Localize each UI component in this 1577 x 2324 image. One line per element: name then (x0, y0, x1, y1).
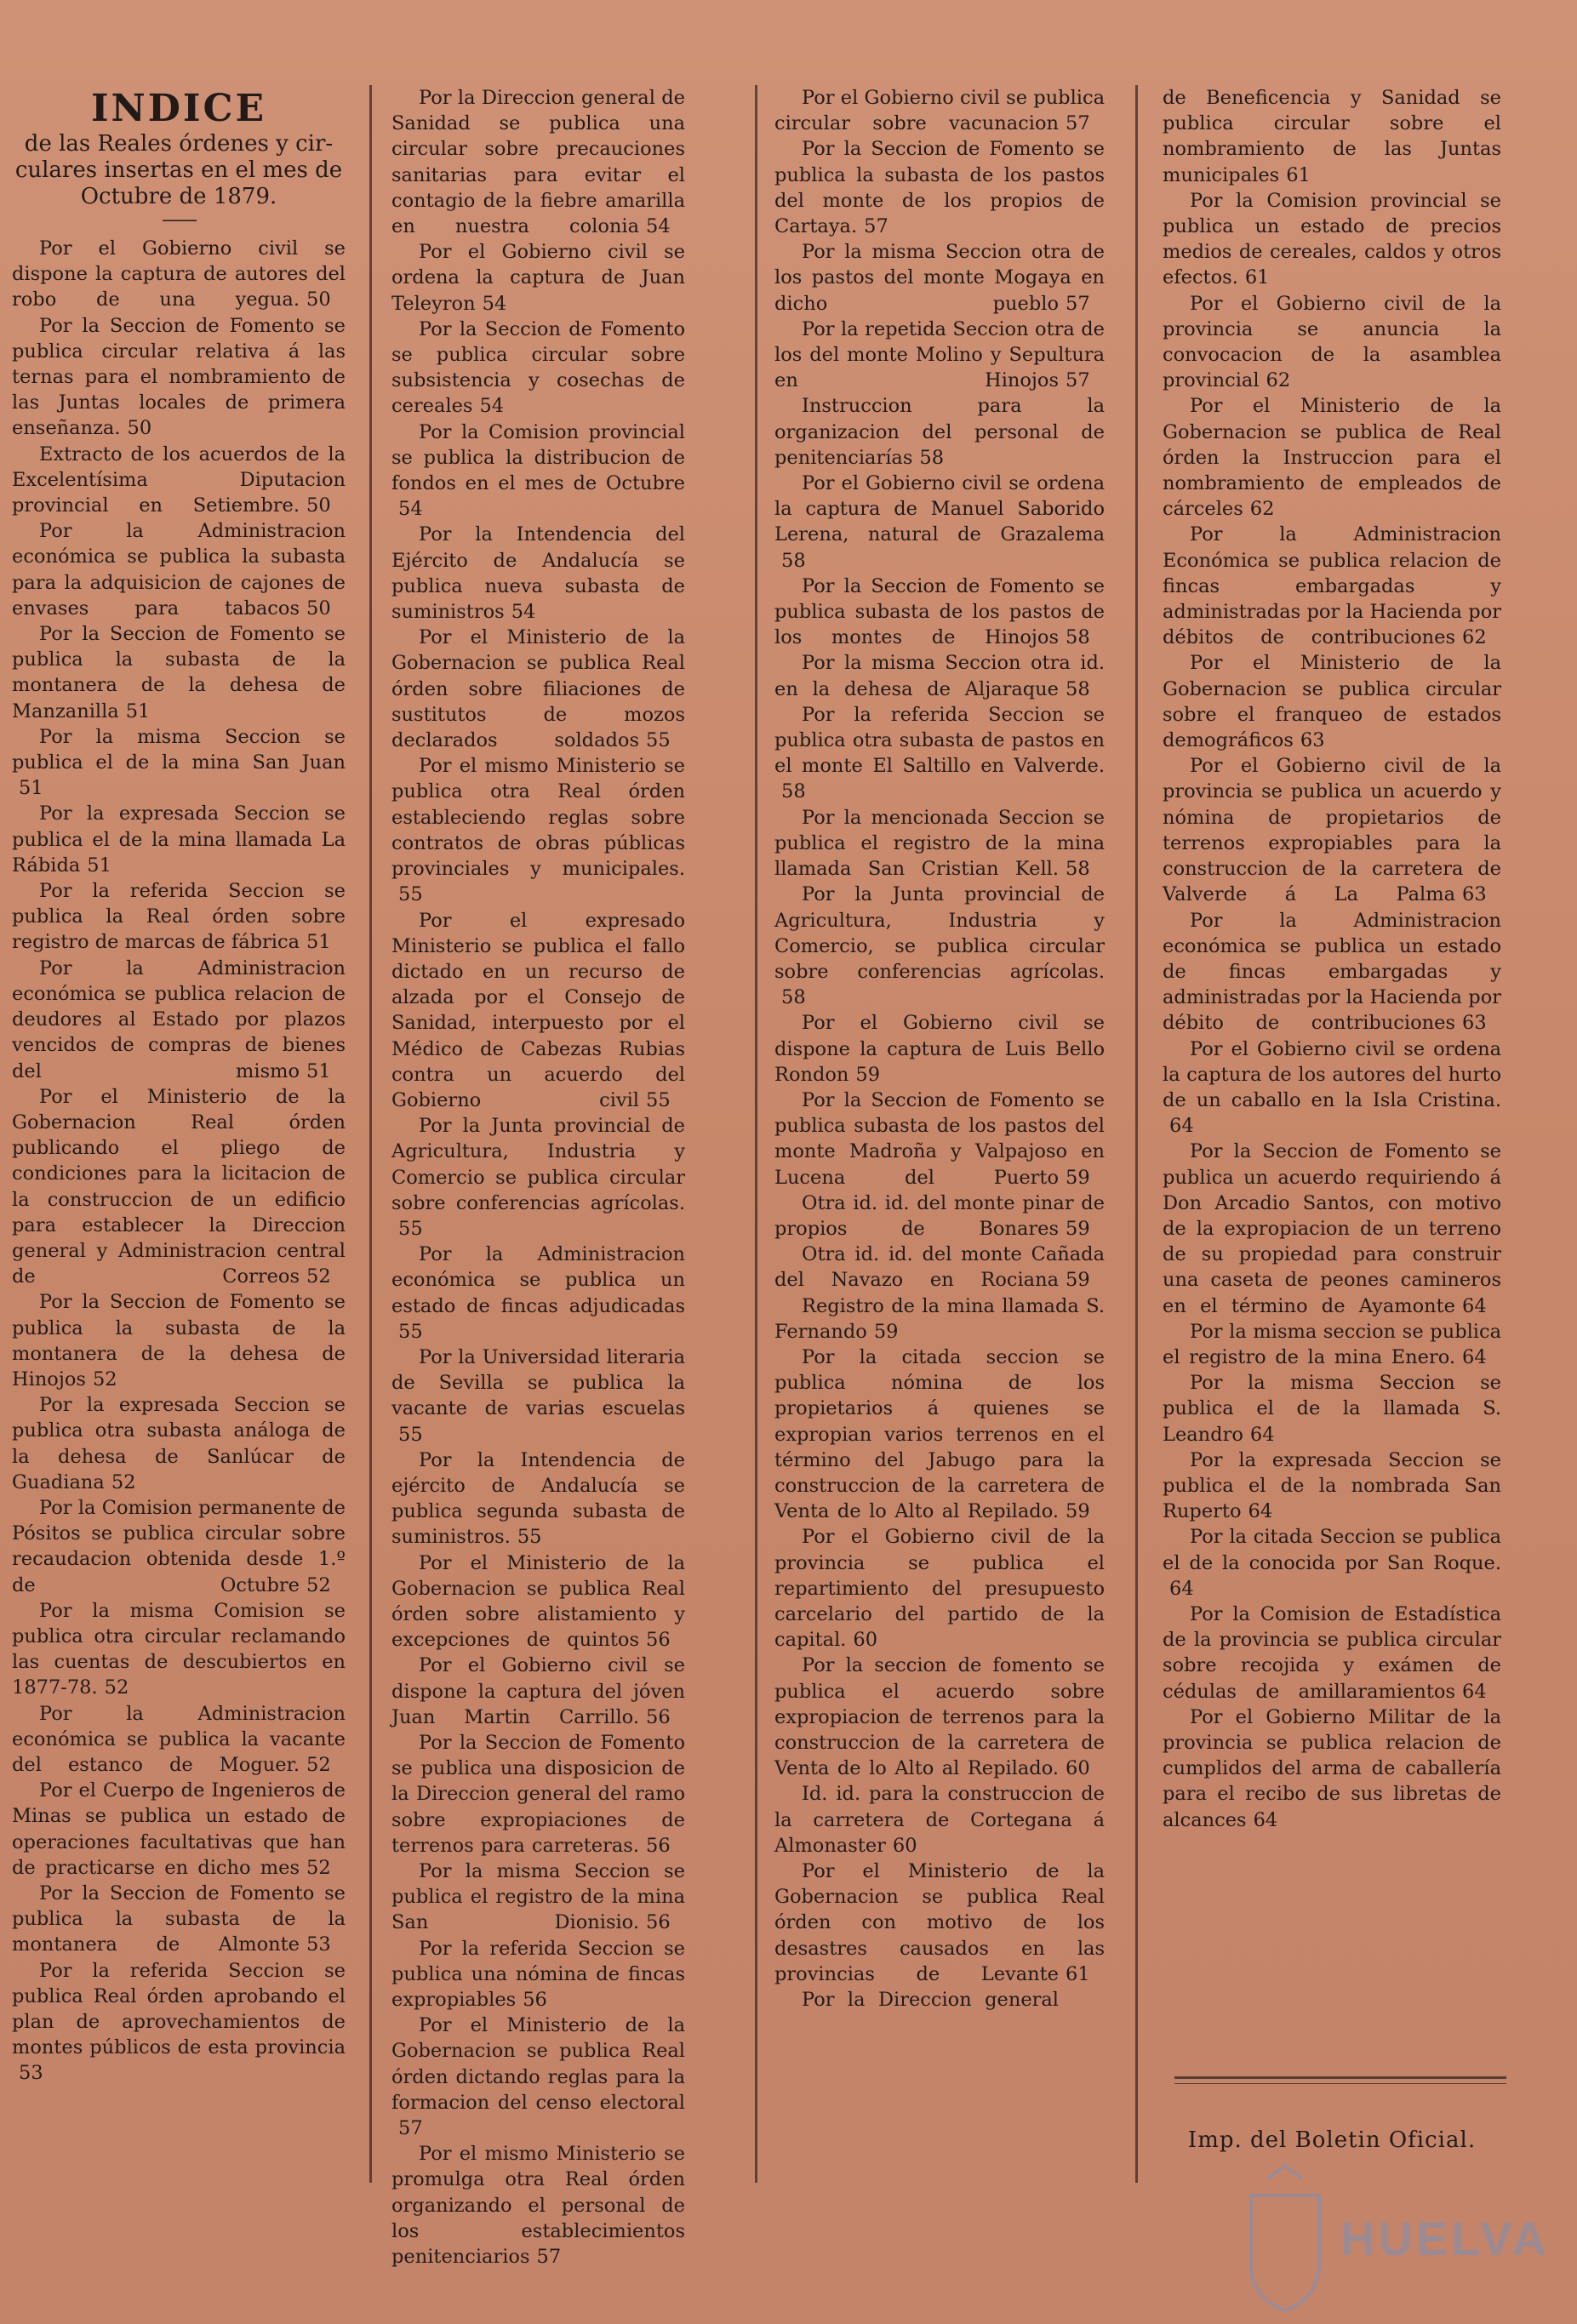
entry-text: Por el Gobierno civil se dispone la captura de autores del robo de una yegua. 50 (12, 236, 346, 313)
entry-text: Por la Seccion de Fomento se publica subasta de los pastos del monte Madroña y Valpajoso en Lucena del Puerto 59 (774, 1088, 1105, 1191)
index-entry (12, 518, 346, 621)
index-entry (774, 702, 1105, 805)
entry-text: Por la misma Seccion otra id. en la dehesa de Aljaraque 58 (774, 650, 1105, 701)
index-entry (12, 1881, 346, 1958)
page-number: 56 (646, 1705, 671, 1728)
column-2-entries (391, 85, 685, 2270)
page-number: 64 (1253, 1808, 1278, 1831)
index-title: INDICE (90, 87, 267, 130)
entry-text: Por la Seccion de Fomento se publica la subasta de la montanera de la dehesa de Hinojos 52 (12, 1289, 346, 1392)
column-rule (369, 85, 372, 2183)
index-entry (391, 239, 685, 317)
page-number: 51 (125, 699, 151, 722)
page-number: 63 (1462, 1012, 1487, 1035)
index-entry (391, 317, 685, 420)
entry-text: Por el Gobierno civil se ordena la captura de los autores del hurto de un caballo en la Isla Cristina.64 (1163, 1036, 1501, 1139)
page-number: 57 (1066, 369, 1090, 392)
index-entry (774, 393, 1105, 471)
page-number: 55 (398, 883, 423, 906)
entry-text: Por la mencionada Seccion se publica el registro de la mina llamada San Cristian Kell. 58 (774, 805, 1105, 882)
index-entry (1163, 908, 1501, 1036)
index-entry (774, 471, 1105, 574)
entry-text: Otra id. id. del monte Cañada del Navazo en Rociana 59 (774, 1242, 1105, 1293)
entry-text: Por el Gobierno civil se dispone la captura del jóven Juan Martin Carrillo. 56 (391, 1653, 685, 1730)
index-entry (1163, 1319, 1501, 1370)
index-entry (774, 1859, 1105, 1987)
index-entry (12, 313, 346, 442)
entry-text: Registro de la mina llamada S. Fernando 59 (774, 1293, 1105, 1345)
entry-text: Por la misma Seccion otra de los pastos del monte Mogaya en dicho pueblo 57 (774, 239, 1105, 317)
page-number: 58 (919, 446, 945, 469)
page-number: 54 (398, 498, 423, 521)
entry-text: Por la expresada Seccion se publica otra subasta análoga de la dehesa de Sanlúcar de Guadiana 52 (12, 1392, 346, 1495)
page-number: 57 (536, 2246, 562, 2269)
index-entry (774, 1242, 1105, 1293)
page-number: 55 (646, 1088, 671, 1111)
page-number: 64 (1462, 1345, 1487, 1368)
index-entry (1163, 1524, 1501, 1602)
index-entry (774, 1781, 1105, 1859)
index-entry (391, 2013, 685, 2141)
column-rule (755, 85, 757, 2183)
index-entry (1163, 1036, 1501, 1139)
index-entry (1163, 393, 1501, 522)
footer-rule-thin (1174, 2083, 1506, 2084)
index-entry (391, 1859, 685, 1936)
page-number: 52 (306, 1856, 331, 1879)
entry-text: Por el Gobierno civil se ordena la captura de Juan Teleyron 54 (391, 239, 685, 317)
page-number: 55 (398, 1217, 423, 1240)
column-4 (1163, 85, 1501, 1833)
index-entry (12, 1958, 346, 2087)
index-entry (391, 522, 685, 625)
entry-text: Por la Administracion Económica se publica relacion de fincas embargadas y administradas por la Hacienda por débitos de contribuciones 62 (1163, 522, 1501, 650)
index-entry (774, 317, 1105, 394)
index-entry (12, 1598, 346, 1701)
page-number: 64 (1169, 1115, 1194, 1138)
entry-text: Por la repetida Seccion otra de los del monte Molino y Sepultura en Hinojos 57 (774, 317, 1105, 394)
index-entry (12, 956, 346, 1084)
crown-icon (1268, 2166, 1302, 2178)
index-entry (391, 1730, 685, 1859)
index-entry (1163, 1370, 1501, 1448)
entry-text: Por la misma Seccion se publica el de la llamada S. Leandro 64 (1163, 1370, 1501, 1448)
entry-text: Por la citada Seccion se publica el de la conocida por San Roque.64 (1163, 1524, 1501, 1602)
entry-text: Por la misma Seccion se publica el registro de la mina San Dionisio. 56 (391, 1859, 685, 1936)
entry-text: Por la Seccion de Fomento se publica la subasta de la montanera de Almonte 53 (12, 1881, 346, 1958)
entry-text: Por el Gobierno civil se ordena la captura de Manuel Saborido Lerena, natural de Grazalema58 (774, 471, 1105, 574)
page-number: 59 (1066, 1166, 1090, 1189)
page-number: 51 (87, 854, 111, 876)
page-number: 61 (1244, 266, 1270, 289)
entry-text: Por la Comision de Estadística de la provincia se publica circular sobre recojida y exámen de cédulas de amillaramientos 64 (1163, 1602, 1501, 1704)
index-entry (774, 1653, 1105, 1781)
index-entry (391, 2141, 685, 2270)
entry-text: Por el Ministerio de la Gobernacion se publica Real órden con motivo de los desastres causados en las provincias de Levante 61 (774, 1859, 1105, 1987)
entry-text: Por la Intendencia del Ejército de Andalucía se publica nueva subasta de suministros 54 (391, 522, 685, 625)
entry-text: Por la Junta provincial de Agricultura, Industria y Comercio, se publica circular sobre conferencias agrícolas.58 (774, 882, 1105, 1010)
column-2 (391, 85, 685, 2270)
index-entry (774, 239, 1105, 317)
entry-text: Por la referida Seccion se publica otra subasta de pastos en el monte El Saltillo en Valverde.58 (774, 702, 1105, 805)
entry-text: Por la Administracion económica se publica un estado de fincas adjudicadas55 (391, 1242, 685, 1345)
page-number: 54 (646, 215, 671, 238)
index-entry (1163, 1602, 1501, 1704)
entry-text: Por el Ministerio de la Gobernacion Real órden publicando el pliego de condiciones para la licitacion de la construccion de un edificio para establecer la Direccion general y Administracion central de Correos 52 (12, 1084, 346, 1290)
index-entry (391, 1113, 685, 1242)
entry-text: Por el Gobierno Militar de la provincia se publica relacion de cumplidos del arma de caballería para el recibo de sus libretas de alcances 64 (1163, 1704, 1501, 1833)
entry-text: Por la Comision provincial se publica un estado de precios medios de cereales, caldos y otros efectos. 61 (1163, 188, 1501, 291)
entry-text: Por la Administracion económica se publica la subasta para la adquisicion de cajones de envases para tabacos 50 (12, 518, 346, 621)
index-entry (391, 420, 685, 522)
page-number: 53 (306, 1933, 331, 1956)
page-number: 55 (517, 1526, 542, 1549)
entry-text: Por el Ministerio de la Gobernacion se publica circular sobre el franqueo de estados demográficos 63 (1163, 650, 1501, 753)
entry-text: Por el Ministerio de la Gobernacion se publica Real órden sobre filiaciones de sustitutos de mozos declarados soldados 55 (391, 625, 685, 753)
column-3-entries (774, 85, 1105, 2013)
index-entry (12, 801, 346, 878)
index-entry (774, 1987, 1105, 2013)
entry-text: Por la referida Seccion se publica una nómina de fincas expropiables 56 (391, 1936, 685, 2013)
entry-text: Por el Cuerpo de Ingenieros de Minas se publica un estado de operaciones facultativas que han de practicarse en dicho mes 52 (12, 1778, 346, 1881)
entry-text: Por el Ministerio de la Gobernacion se publica Real órden sobre alistamiento y excepciones de quintos 56 (391, 1550, 685, 1653)
entry-text: Por el Gobierno civil de la provincia se publica un acuerdo y nómina de propietarios de terrenos expropiables para la construccion de la carretera de Valverde á La Palma 63 (1163, 753, 1501, 907)
index-entry (774, 882, 1105, 1010)
page-number: 52 (92, 1368, 117, 1390)
page-number: 60 (1066, 1757, 1090, 1780)
entry-text: Por la Seccion de Fomento se publica circular relativa á las ternas para el nombramiento de las Juntas locales de primera enseñanza. 50 (12, 313, 346, 442)
page-number: 58 (781, 549, 806, 572)
page-number: 54 (511, 601, 536, 624)
index-entry (1163, 85, 1501, 188)
printer-imprint: Imp. del Boletin Oficial. (1187, 2127, 1477, 2153)
page-number: 57 (1066, 292, 1090, 315)
page-number: 54 (482, 292, 507, 315)
page-number: 52 (111, 1470, 136, 1493)
page-number: 60 (853, 1629, 878, 1652)
page-number: 53 (19, 2062, 43, 2085)
entry-text: Instruccion para la organizacion del personal de penitenciarías 58 (774, 393, 1105, 471)
entry-text: Por la Direccion general (802, 1989, 1059, 2012)
index-entry (12, 1778, 346, 1881)
index-entry (391, 1936, 685, 2013)
page-number: 56 (646, 1834, 671, 1857)
entry-text: Por la referida Seccion se publica la Real órden sobre registro de marcas de fábrica 51 (12, 878, 346, 956)
page-number: 63 (1300, 729, 1325, 752)
page-number: 58 (781, 986, 806, 1009)
entry-text: Por la seccion de fomento se publica el acuerdo sobre expropiacion de terrenos para la construccion de la carretera de Venta de lo Alto al Repilado. 60 (774, 1653, 1105, 1781)
entry-text: Por la Seccion de Fomento se publica circular sobre subsistencia y cosechas de cereales 54 (391, 317, 685, 420)
entry-text: Por la Seccion de Fomento se publica un acuerdo requiriendo á Don Arcadio Santos, con motivo de la expropiacion de un terreno de su propiedad para construir una caseta de peones camineros en el término de Ayamonte 64 (1163, 1139, 1501, 1318)
index-entry (1163, 1448, 1501, 1525)
entry-text: Por la Comision provincial se publica la distribucion de fondos en el mes de Octubre54 (391, 420, 685, 522)
column-1-entries (12, 236, 346, 2087)
entry-text: Por la Administracion económica se publica relacion de deudores al Estado por plazos vencidos de compras de bienes del mismo 51 (12, 956, 346, 1084)
page-number: 59 (1066, 1500, 1090, 1523)
page-number: 55 (398, 1320, 423, 1343)
index-entry (391, 1550, 685, 1653)
entry-text: Por la Junta provincial de Agricultura, Industria y Comercio se publica circular sobre conferencias agrícolas.55 (391, 1113, 685, 1242)
page-number: 50 (306, 494, 331, 517)
entry-text: Por la Administracion económica se publica un estado de fincas embargadas y administradas por la Hacienda por débito de contribuciones 63 (1163, 908, 1501, 1036)
index-entry (774, 1524, 1105, 1653)
entry-text: Por el Gobierno civil de la provincia se anuncia la convocacion de la asamblea provincial 62 (1163, 291, 1501, 394)
index-entry (774, 85, 1105, 136)
entry-text: Por la citada seccion se publica nómina de los propietarios á quienes se expropian varios terrenos en el término del Jabugo para la construccion de la carretera de Venta de lo Alto al Repilado. 59 (774, 1345, 1105, 1524)
page-number: 56 (523, 1989, 547, 2012)
index-entry (12, 724, 346, 802)
page-number: 56 (646, 1629, 671, 1652)
index-entry (12, 1495, 346, 1598)
page-number: 64 (1249, 1423, 1275, 1446)
index-entry (391, 1653, 685, 1730)
page-number: 59 (1066, 1269, 1090, 1292)
index-entry (774, 1293, 1105, 1345)
index-entry (12, 442, 346, 519)
index-entry (12, 878, 346, 956)
index-entry (391, 1345, 685, 1448)
entry-text: Por la Comision permanente de Pósitos se publica circular sobre recaudacion obtenida desde 1.º de Octubre 52 (12, 1495, 346, 1598)
entry-text: Por la Administracion económica se publica la vacante del estanco de Moguer. 52 (12, 1701, 346, 1779)
page-number: 52 (306, 1265, 331, 1288)
index-entry (391, 625, 685, 753)
page-number: 62 (1266, 369, 1291, 392)
index-subtitle-line-1: de las Reales órdenes y cir- (24, 131, 334, 157)
index-entry (1163, 1704, 1501, 1833)
page-number: 55 (646, 729, 671, 752)
index-entry (774, 805, 1105, 882)
index-entry (12, 1084, 346, 1290)
page-number: 50 (306, 288, 331, 311)
index-entry (774, 1088, 1105, 1191)
page-number: 50 (127, 417, 152, 440)
index-entry (774, 1191, 1105, 1242)
library-watermark (1234, 2161, 1550, 2319)
shield-icon (1251, 2196, 1319, 2310)
entry-text: Por el Gobierno civil se dispone la captura de Luis Bello Rondon 59 (774, 1010, 1105, 1088)
index-subtitle-line-3: Octubre de 1879. (80, 184, 277, 209)
page-number: 61 (1286, 163, 1311, 186)
entry-text: de Beneficencia y Sanidad se publica circular sobre el nombramiento de las Juntas municipales 61 (1163, 85, 1501, 188)
page-number: 52 (306, 1573, 331, 1596)
page-number: 50 (306, 597, 331, 620)
column-rule (1135, 85, 1138, 2183)
page-number: 57 (864, 215, 888, 238)
entry-text: Por el Gobierno civil se publica circular sobre vacunacion 57 (774, 85, 1105, 136)
index-entry (12, 236, 346, 313)
page-number: 59 (855, 1063, 881, 1086)
page-number: 61 (1066, 1962, 1090, 1985)
index-entry (774, 136, 1105, 239)
page-number: 58 (781, 780, 806, 803)
entry-text: Por el Gobierno civil de la provincia se publica el repartimiento del presupuesto carcelario del partido de la capital. 60 (774, 1524, 1105, 1653)
footer-rule (1174, 2076, 1506, 2079)
page-number: 64 (1169, 1577, 1194, 1600)
entry-text: Por el Ministerio de la Gobernacion se publica Real órden dictando reglas para la formacion del censo electoral57 (391, 2013, 685, 2141)
entry-text: Otra id. id. del monte pinar de propios de Bonares 59 (774, 1191, 1105, 1242)
page-number: 63 (1462, 883, 1487, 906)
page-number: 57 (1066, 112, 1090, 135)
page-number: 51 (306, 931, 331, 954)
index-entry (391, 1242, 685, 1345)
entry-text: Por la Direccion general de Sanidad se publica una circular sobre precauciones sanitarias para evitar el contagio de la fiebre amarilla en nuestra colonia 54 (391, 85, 685, 239)
entry-text: Por el mismo Ministerio se publica otra Real órden estableciendo reglas sobre contratos de obras públicas provinciales y municipales.55 (391, 753, 685, 907)
page-number: 64 (1462, 1294, 1487, 1317)
page-number: 52 (104, 1676, 129, 1699)
watermark-text: HUELVA (1340, 2212, 1550, 2265)
page-number: 59 (1066, 1217, 1090, 1240)
entry-text: Por la Universidad literaria de Sevilla se publica la vacante de varias escuelas55 (391, 1345, 685, 1448)
page-number: 51 (306, 1059, 331, 1082)
index-entry (1163, 650, 1501, 753)
page-number: 58 (1066, 677, 1090, 700)
title-separator: —— (162, 209, 196, 231)
index-entry (391, 908, 685, 1114)
page-number: 64 (1462, 1680, 1487, 1703)
entry-text: Por la misma Seccion se publica el de la mina San Juan51 (12, 724, 346, 802)
entry-text: Por la referida Seccion se publica Real órden aprobando el plan de aprovechamientos de montes públicos de esta provincia53 (12, 1958, 346, 2087)
index-entry (12, 621, 346, 724)
index-entry (391, 753, 685, 907)
index-entry (1163, 291, 1501, 394)
entry-text: Por el mismo Ministerio se promulga otra Real órden organizando el personal de los establecimientos penitenciarios 57 (391, 2141, 685, 2270)
entry-text: Por la misma Comision se publica otra circular reclamando las cuentas de descubiertos en 1877-78. 52 (12, 1598, 346, 1701)
entry-text: Por la Seccion de Fomento se publica la subasta de los pastos del monte de los propios de Cartaya. 57 (774, 136, 1105, 239)
entry-text: Por el Ministerio de la Gobernacion se publica de Real órden la Instruccion para el nombramiento de empleados de cárceles 62 (1163, 393, 1501, 522)
index-entry (1163, 1139, 1501, 1318)
page-number: 55 (398, 1423, 423, 1446)
entry-text: Por la misma seccion se publica el registro de la mina Enero. 64 (1163, 1319, 1501, 1370)
index-entry (12, 1392, 346, 1495)
index-entry (774, 574, 1105, 651)
entry-text: Extracto de los acuerdos de la Excelentísima Diputacion provincial en Setiembre. 50 (12, 442, 346, 519)
page-number: 62 (1249, 498, 1275, 521)
index-entry (391, 85, 685, 239)
index-entry (774, 1010, 1105, 1088)
page-number: 57 (398, 2117, 423, 2140)
page-number: 52 (306, 1753, 331, 1776)
entry-text: Por la Seccion de Fomento se publica la subasta de la montanera de la dehesa de Manzanilla 51 (12, 621, 346, 724)
column-1 (12, 85, 346, 2087)
index-entry (1163, 188, 1501, 291)
page-number: 58 (1066, 858, 1090, 881)
index-entry (12, 1701, 346, 1779)
index-entry (1163, 753, 1501, 907)
entry-text: Por la expresada Seccion se publica el de la mina llamada La Rábida 51 (12, 801, 346, 878)
page-number: 54 (479, 395, 505, 418)
page-number: 59 (873, 1320, 899, 1343)
entry-text: Por la expresada Seccion se publica el de la nombrada San Ruperto 64 (1163, 1448, 1501, 1525)
index-entry (391, 1448, 685, 1550)
page-number: 64 (1248, 1500, 1273, 1523)
entry-text: Por la Intendencia de ejército de Andalucía se publica segunda subasta de suministros. 55 (391, 1448, 685, 1550)
index-subtitle-line-2: culares insertas en el mes de (14, 157, 343, 183)
page-number: 56 (646, 1911, 671, 1934)
entry-text: Por la Seccion de Fomento se publica subasta de los pastos de los montes de Hinojos 58 (774, 574, 1105, 651)
entry-text: Por la Seccion de Fomento se publica una disposicion de la Direccion general del ramo sobre expropiaciones de terrenos para carreteras. 56 (391, 1730, 685, 1859)
index-entry (774, 1345, 1105, 1524)
page-number: 58 (1066, 626, 1090, 649)
page-number: 62 (1462, 626, 1487, 649)
index-entry (12, 1289, 346, 1392)
column-4-entries (1163, 85, 1501, 1833)
index-entry (774, 650, 1105, 701)
entry-text: Id. id. para la construccion de la carretera de Cortegana á Almonaster 60 (774, 1781, 1105, 1859)
entry-text: Por el expresado Ministerio se publica el fallo dictado en un recurso de alzada por el Consejo de Sanidad, interpuesto por el Médico de Cabezas Rubias contra un acuerdo del Gobierno civil 55 (391, 908, 685, 1114)
index-entry (1163, 522, 1501, 650)
column-3 (774, 85, 1105, 2013)
page-number: 51 (19, 777, 43, 800)
page-number: 60 (892, 1834, 917, 1857)
